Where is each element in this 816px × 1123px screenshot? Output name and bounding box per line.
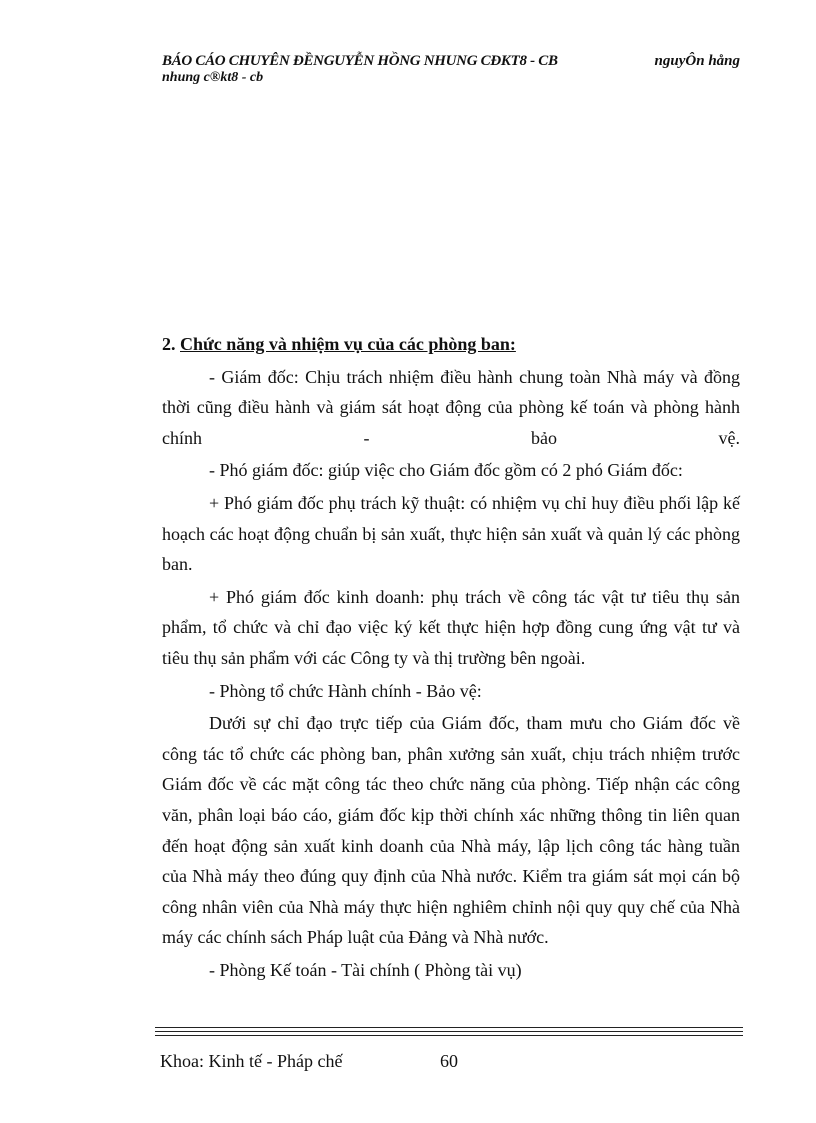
header-author-name: nguyÔn hång [654,53,740,69]
document-body [162,329,740,985]
paragraph-phong-ke-toan: - Phòng Kế toán - Tài chính ( Phòng tài vụ) [209,959,522,980]
page-number: 60 [440,1051,458,1071]
paragraph-pho-giam-doc-kinh-doanh: + Phó giám đốc kinh doanh: phụ trách về công tác vật tư tiêu thụ sản phẩm, tổ chức và chỉ đạo việc ký kết thực hiện hợp đồng cung ứng vật tư và tiêu thụ sản phẩm với các Công ty và thị trường bên ngoài. [162,586,740,668]
header-author-continuation: nhung c®kt8 - cb [162,70,264,85]
footer-department: Khoa: Kinh tế - Pháp chế [160,1051,343,1071]
paragraph-phong-to-chuc: - Phòng tổ chức Hành chính - Bảo vệ: [209,680,482,701]
paragraph-phong-to-chuc-detail: Dưới sự chỉ đạo trực tiếp của Giám đốc, tham mưu cho Giám đốc về công tác tổ chức các phòng ban, phân xưởng sản xuất, chịu trách nhiệm trước Giám đốc về các mặt công tác theo chức năng của phòng. Tiếp nhận các công văn, phân loại báo cáo, giám đốc kịp thời chính xác những thông tin liên quan đến hoạt động sản xuất kinh doanh của Nhà máy, lập lịch công tác hàng tuần của Nhà máy theo đúng quy định của Nhà nước. Kiểm tra giám sát mọi cán bộ công nhân viên của Nhà máy thực hiện nghiêm chỉnh nội quy quy chế của Nhà máy các chính sách Pháp luật của Đảng và Nhà nước. [162,713,740,948]
section-number: 2. [162,334,176,354]
page-header [162,50,740,85]
footer-divider [155,1027,743,1039]
section-heading [162,329,740,360]
footer-rule-line [155,1035,743,1036]
paragraph-pho-giam-doc-ky-thuat: + Phó giám đốc phụ trách kỹ thuật: có nhiệm vụ chỉ huy điều phối lập kế hoạch các hoạt động chuẩn bị sản xuất, thực hiện sản xuất và quản lý các phòng ban. [162,492,740,575]
section-title: Chức năng và nhiệm vụ của các phòng ban: [180,334,516,354]
footer-rule-line [155,1027,743,1028]
header-report-title: BÁO CÁO CHUYÊN ĐỀNGUYỄN HỒNG NHUNG CĐKT8 - CB [162,53,558,69]
paragraph-pho-giam-doc: - Phó giám đốc: giúp việc cho Giám đốc gồm có 2 phó Giám đốc: [209,460,683,481]
footer-rule-line [155,1031,743,1032]
paragraph-giam-doc: - Giám đốc: Chịu trách nhiệm điều hành chung toàn Nhà máy và đồng thời cũng điều hành và giám sát hoạt động của phòng kế toán và phòng hành chính - bảo vệ. [162,366,740,448]
